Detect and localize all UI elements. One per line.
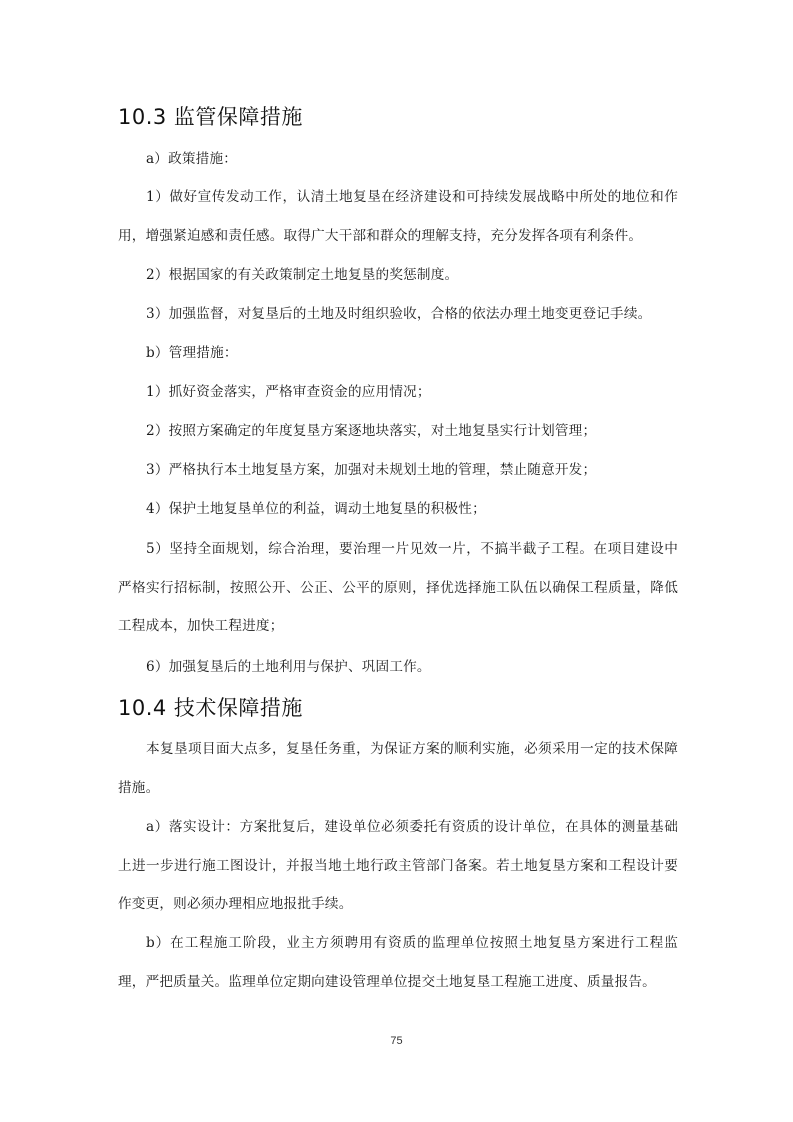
section-heading-10-3: 10.3 监管保障措施	[118, 105, 303, 129]
policy-item-3: 3）加强监督，对复垦后的土地及时组织验收，合格的依法办理土地变更登记手续。	[146, 306, 652, 322]
management-item-6: 6）加强复垦后的土地利用与保护、巩固工作。	[146, 659, 431, 675]
policy-item-2: 2）根据国家的有关政策制定土地复垦的奖惩制度。	[146, 267, 459, 283]
management-item-4: 4）保护土地复垦单位的利益，调动土地复垦的积极性；	[146, 501, 486, 517]
management-item-1: 1）抓好资金落实，严格审查资金的应用情况；	[146, 384, 431, 400]
management-item-2: 2）按照方案确定的年度复垦方案逐地块落实，对土地复垦实行计划管理；	[146, 423, 597, 439]
management-item-3: 3）严格执行本土地复垦方案，加强对未规划土地的管理，禁止随意开发；	[146, 462, 597, 478]
management-measures-heading: b）管理措施：	[146, 345, 238, 361]
page-number: 75	[390, 1035, 403, 1047]
section-heading-10-4: 10.4 技术保障措施	[118, 696, 303, 720]
technical-item-a: a）落实设计：方案批复后，建设单位必须委托有资质的设计单位，在具体的测量基础上进一步进行施工图设计，并报当地土地行政主管部门备案。若土地复垦方案和工程设计要作变更，则必须办理相应地报批手续。	[118, 819, 678, 912]
technical-item-b: b）在工程施工阶段，业主方须聘用有资质的监理单位按照土地复垦方案进行工程监理，严把质量关。监理单位定期向建设管理单位提交土地复垦工程施工进度、质量报告。	[118, 935, 678, 990]
policy-item-1: 1）做好宣传发动工作，认清土地复垦在经济建设和可持续发展战略中所处的地位和作用，增强紧迫感和责任感。取得广大干部和群众的理解支持，充分发挥各项有利条件。	[118, 189, 678, 244]
technical-intro: 本复垦项目面大点多，复垦任务重，为保证方案的顺利实施，必须采用一定的技术保障措施。	[118, 741, 678, 796]
policy-measures-heading: a）政策措施：	[146, 151, 238, 167]
management-item-5: 5）坚持全面规划，综合治理，要治理一片见效一片，不搞半截子工程。在项目建设中严格实行招标制，按照公开、公正、公平的原则，择优选择施工队伍以确保工程质量，降低工程成本，加快工程进度；	[118, 541, 678, 634]
